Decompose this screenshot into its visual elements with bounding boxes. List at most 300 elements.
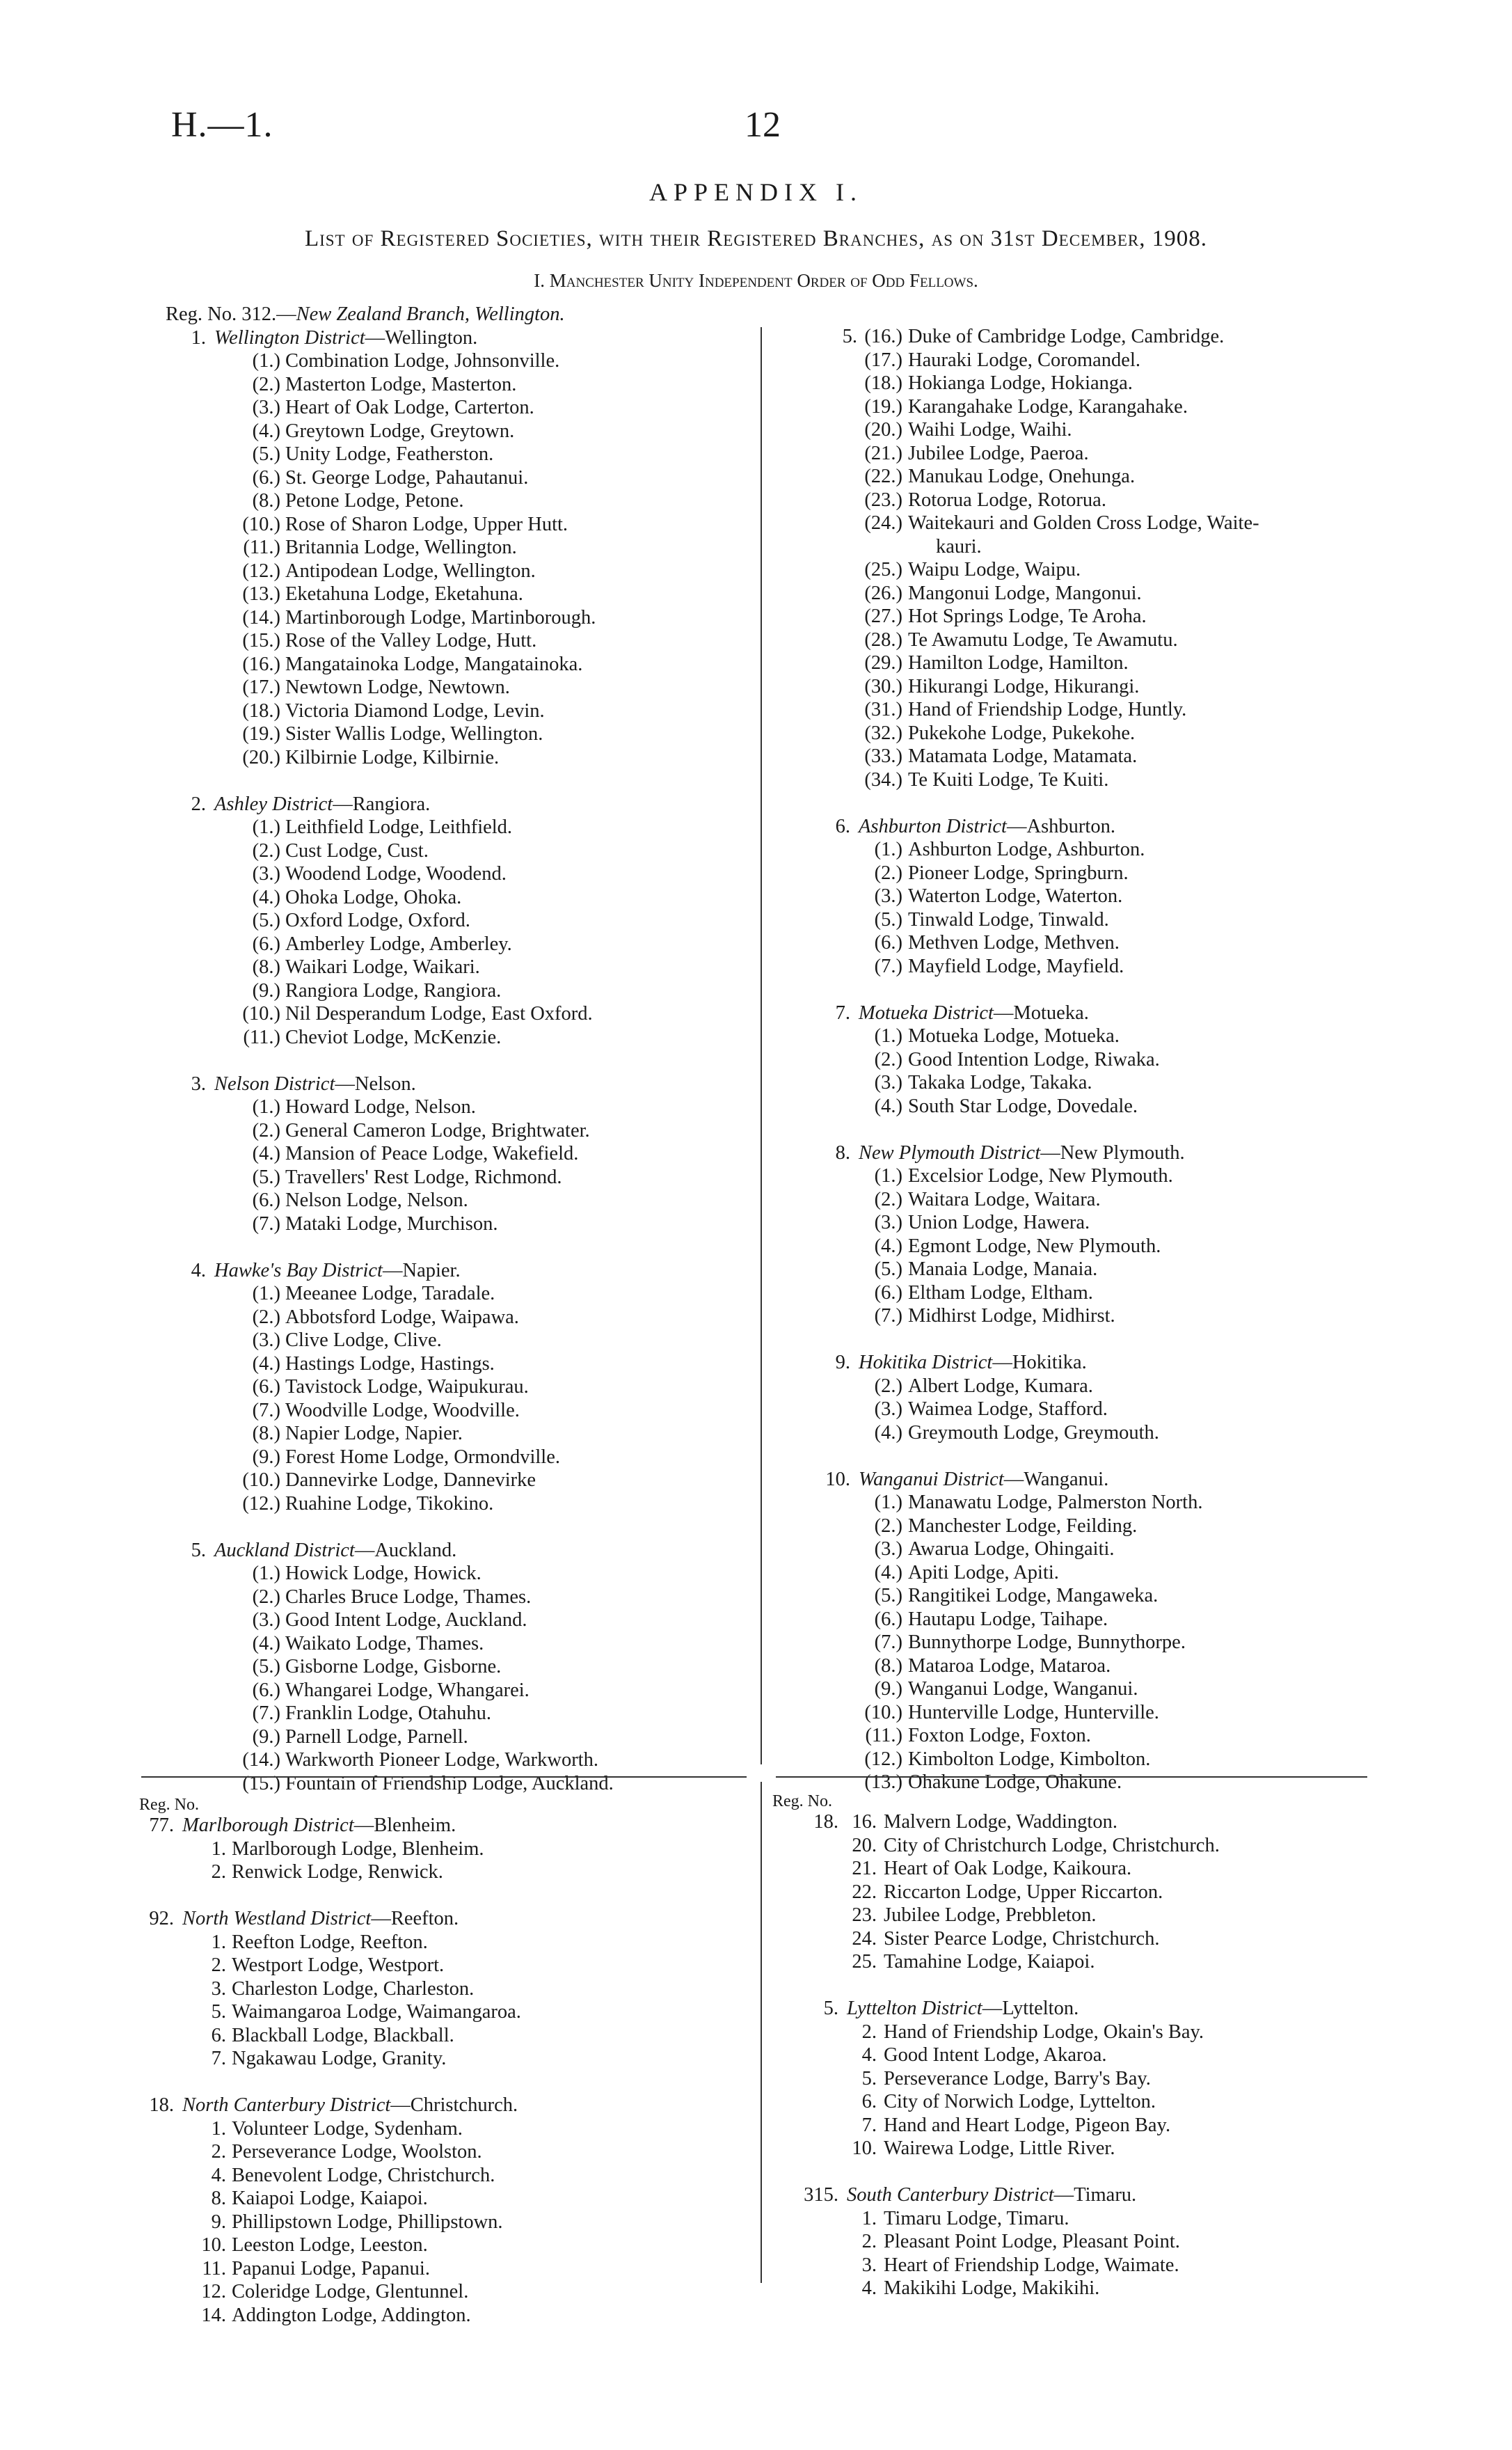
district-text: Hokitika District—Hokitika. <box>859 1352 1087 1373</box>
lodge-name: Woodville Lodge, Woodville. <box>285 1399 520 1421</box>
district-heading <box>139 1907 459 1931</box>
lodge-name: Clive Lodge, Clive. <box>285 1329 442 1351</box>
lodge-number: (24.) <box>864 512 902 534</box>
district-number: 8. <box>835 1141 850 1164</box>
district-number: 1. <box>191 326 206 349</box>
lodge-name: Hunterville Lodge, Hunterville. <box>908 1701 1159 1723</box>
lodge-name: Unity Lodge, Featherston. <box>285 443 494 465</box>
lodge-name: Perseverance Lodge, Barry's Bay. <box>884 2067 1151 2089</box>
lodge-number: 4. <box>861 2277 877 2299</box>
district-number: 18. <box>813 1811 838 1833</box>
list-item <box>772 2230 1180 2254</box>
list-item <box>166 1142 579 1166</box>
lodge-name: Cheviot Lodge, McKenzie. <box>285 1026 502 1048</box>
list-item <box>166 513 568 537</box>
list-item <box>166 1679 565 1702</box>
lodge-number: (9.) <box>874 1678 902 1700</box>
lodge-number: (12.) <box>242 1492 280 1515</box>
list-item <box>772 2137 1115 2160</box>
list-item <box>772 1834 1220 1858</box>
section-spacer <box>166 1515 565 1539</box>
lodge-number: 3. <box>211 1977 226 2000</box>
lodge-number: (6.) <box>252 1376 280 1398</box>
list-item <box>772 2114 1171 2137</box>
lodge-number: (11.) <box>243 1026 280 1048</box>
district-name: Ashley District <box>214 793 333 815</box>
list-item <box>166 1002 593 1026</box>
list-item <box>166 1282 565 1306</box>
lodge-name: Mataroa Lodge, Mataroa. <box>908 1654 1111 1677</box>
list-item <box>166 746 565 770</box>
lodge-name: Gisborne Lodge, Gisborne. <box>285 1656 502 1677</box>
lodge-number: (8.) <box>252 490 280 512</box>
list-item <box>166 1446 565 1469</box>
list-item <box>166 373 565 397</box>
district-number: 2. <box>191 793 206 815</box>
lodge-name: Manukau Lodge, Onehunga. <box>908 466 1136 487</box>
lodge-name: Eltham Lodge, Eltham. <box>908 1281 1093 1304</box>
reg-no-label: Reg. No. <box>139 1796 199 1814</box>
lodge-name: Mangatainoka Lodge, Mangatainoka. <box>285 653 583 675</box>
lodge-name: Good Intention Lodge, Riwaka. <box>908 1048 1160 1070</box>
district-number: 5. <box>191 1539 206 1561</box>
lodge-name: Riccarton Lodge, Upper Riccarton. <box>884 1881 1163 1903</box>
lodge-name: Midhirst Lodge, Midhirst. <box>908 1305 1115 1327</box>
lodge-name: Hastings Lodge, Hastings. <box>285 1352 495 1375</box>
list-item <box>772 2207 1069 2231</box>
lodge-name: Parnell Lodge, Parnell. <box>285 1725 468 1748</box>
district-name: Hokitika District <box>859 1352 993 1373</box>
list-item <box>139 1977 475 2001</box>
list-item <box>166 909 565 933</box>
lodge-name: Napier Lodge, Napier. <box>285 1423 463 1444</box>
list-item <box>139 2280 469 2304</box>
list-item <box>166 1469 565 1492</box>
list-item <box>139 2304 471 2328</box>
district-heading <box>166 1259 565 1283</box>
lodge-name-continued: kauri. <box>936 535 982 558</box>
lodge-name: Nil Desperandum Lodge, East Oxford. <box>285 1003 593 1025</box>
lodge-number: (13.) <box>864 1771 902 1793</box>
lodge-name: Charles Bruce Lodge, Thames. <box>285 1586 532 1608</box>
list-item <box>166 1026 565 1050</box>
section-spacer <box>166 1235 565 1259</box>
lodge-name: Westport Lodge, Westport. <box>232 1954 445 1976</box>
lodge-name: Hamilton Lodge, Hamilton. <box>908 652 1129 674</box>
lodge-name: Rose of Sharon Lodge, Upper Hutt. <box>285 513 568 535</box>
district-name: Ashburton District <box>859 815 1007 837</box>
list-item <box>166 1772 614 1796</box>
lodge-number: (12.) <box>242 560 280 582</box>
lodge-number: (21.) <box>864 442 902 464</box>
reg-no-label: Reg. No. <box>772 1792 832 1810</box>
lodge-name: Manaia Lodge, Manaia. <box>908 1258 1098 1280</box>
list-item <box>166 700 565 723</box>
list-item <box>166 1212 565 1236</box>
district-text: Hawke's Bay District—Napier. <box>214 1259 461 1281</box>
district-seat: Hokitika. <box>1012 1352 1087 1373</box>
lodge-name: Waikari Lodge, Waikari. <box>285 956 480 978</box>
lodge-name: Meeanee Lodge, Taradale. <box>285 1283 495 1304</box>
list-item <box>139 2140 482 2164</box>
lodge-name: Hikurangi Lodge, Hikurangi. <box>908 675 1140 697</box>
list-item <box>166 886 565 910</box>
district-seat: Napier. <box>402 1259 461 1281</box>
lodge-name: Kilbirnie Lodge, Kilbirnie. <box>285 746 500 768</box>
lodge-name: St. George Lodge, Pahautanui. <box>285 466 529 489</box>
lodge-number: (29.) <box>864 652 902 674</box>
lodge-name: Greytown Lodge, Greytown. <box>285 420 515 442</box>
lodge-number: (7.) <box>252 1702 280 1724</box>
district-seat: Christchurch. <box>410 2094 518 2116</box>
lodge-number: 4. <box>211 2164 226 2186</box>
lodge-number: 5. <box>861 2067 877 2089</box>
lodge-number: (2.) <box>874 1048 902 1070</box>
lodge-name: Wairewa Lodge, Little River. <box>884 2137 1115 2159</box>
list-item <box>772 2044 1107 2067</box>
lodge-name: Takaka Lodge, Takaka. <box>908 1072 1092 1093</box>
lodge-number: (33.) <box>864 745 902 767</box>
district-text: Auckland District—Auckland. <box>214 1539 457 1561</box>
lodge-name: Perseverance Lodge, Woolston. <box>232 2141 482 2163</box>
lodge-name: Te Kuiti Lodge, Te Kuiti. <box>908 768 1109 791</box>
lodge-number: (7.) <box>252 1399 280 1421</box>
district-number: 7. <box>835 1002 850 1024</box>
lodge-name: Leithfield Lodge, Leithfield. <box>285 816 513 838</box>
lodge-number: (16.) <box>864 326 902 347</box>
lodge-number: (7.) <box>252 1212 280 1235</box>
list-item <box>772 1857 1132 1881</box>
lodge-number: 3. <box>861 2254 877 2276</box>
list-item <box>772 2021 1204 2044</box>
lodge-name: City of Norwich Lodge, Lyttelton. <box>884 2091 1156 2112</box>
district-text: Ashburton District—Ashburton. <box>859 815 1115 837</box>
lodge-name: Malvern Lodge, Waddington. <box>884 1811 1117 1833</box>
lodge-name: Jubilee Lodge, Prebbleton. <box>884 1904 1097 1926</box>
lodge-number: (3.) <box>874 1398 902 1420</box>
district-text: Wanganui District—Wanganui. <box>859 1468 1109 1490</box>
lodge-number: 6. <box>211 2024 226 2046</box>
lodge-number: (1.) <box>874 839 902 860</box>
lodge-number: (7.) <box>874 955 902 977</box>
district-number: 10. <box>825 1468 850 1490</box>
list-item <box>166 1399 565 1423</box>
lodge-number: 5. <box>211 2001 226 2023</box>
list-item <box>139 1931 428 1954</box>
district-number: 92. <box>149 1908 174 1929</box>
lodge-name: Abbotsford Lodge, Waipawa. <box>285 1306 519 1328</box>
lodge-number: (6.) <box>874 932 902 954</box>
lodge-number: 1. <box>211 2117 226 2140</box>
lodge-number: (3.) <box>874 1072 902 1093</box>
list-item <box>139 1838 484 1861</box>
lodge-name: Hand of Friendship Lodge, Huntly. <box>908 699 1187 720</box>
district-name: South Canterbury District <box>847 2184 1054 2206</box>
district-number: 5. <box>842 326 857 347</box>
lodge-name: Forest Home Lodge, Ormondville. <box>285 1446 560 1468</box>
lodge-number: (5.) <box>252 1656 280 1677</box>
lodge-number: (4.) <box>874 1421 902 1444</box>
lodge-number: (1.) <box>252 1096 280 1118</box>
page-number: 12 <box>745 105 781 145</box>
lodge-name: Manawatu Lodge, Palmerston North. <box>908 1492 1203 1513</box>
list-item <box>166 1306 565 1329</box>
lodge-number: 2. <box>211 1954 226 1976</box>
list-item <box>166 676 565 700</box>
lodge-name: Masterton Lodge, Masterton. <box>285 373 517 395</box>
list-item <box>166 1422 565 1446</box>
district-text: Lyttelton District—Lyttelton. <box>847 1998 1079 2019</box>
lodge-name: Hand and Heart Lodge, Pigeon Bay. <box>884 2114 1171 2136</box>
lodge-name: Mataki Lodge, Murchison. <box>285 1212 498 1235</box>
lodge-name: Ngakawau Lodge, Granity. <box>232 2048 447 2069</box>
lodge-number: (15.) <box>242 1772 280 1794</box>
lodge-number: (5.) <box>252 443 280 465</box>
column-left-top <box>166 303 614 1795</box>
lodge-number: (5.) <box>874 908 902 931</box>
lodge-number: (1.) <box>874 1025 902 1047</box>
lodge-number: (4.) <box>874 1095 902 1117</box>
lodge-name: Motueka Lodge, Motueka. <box>908 1025 1120 1047</box>
district-text: Motueka District—Motueka. <box>859 1002 1089 1024</box>
lodge-name: Charleston Lodge, Charleston. <box>232 1977 475 2000</box>
lodge-number: (5.) <box>252 910 280 931</box>
list-item <box>166 1375 565 1399</box>
lodge-name: Duke of Cambridge Lodge, Cambridge. <box>908 326 1225 347</box>
lodge-name: Mayfield Lodge, Mayfield. <box>908 955 1124 977</box>
lodge-number: (28.) <box>864 629 902 651</box>
lodge-name: Whangarei Lodge, Whangarei. <box>285 1679 530 1701</box>
district-seat: Wanganui. <box>1024 1468 1109 1490</box>
district-heading <box>139 2094 518 2117</box>
lodge-number: (2.) <box>252 839 280 862</box>
list-item <box>139 1954 445 1977</box>
lodge-name: Waimangaroa Lodge, Waimangaroa. <box>232 2001 521 2023</box>
list-item <box>772 1950 1095 1974</box>
lodge-number: 8. <box>211 2188 226 2209</box>
district-heading <box>166 1539 565 1563</box>
district-seat: Reefton. <box>390 1908 459 1929</box>
lodge-name: City of Christchurch Lodge, Christchurch. <box>884 1834 1220 1856</box>
list-item <box>166 1609 565 1632</box>
lodge-number: 7. <box>211 2048 226 2069</box>
district-number: 9. <box>835 1352 850 1373</box>
lodge-name: Sister Wallis Lodge, Wellington. <box>285 723 543 745</box>
lodge-number: 16. <box>852 1811 877 1833</box>
lodge-number: (6.) <box>252 466 280 489</box>
lodge-number: (10.) <box>242 1003 280 1025</box>
lodge-number: 2. <box>861 2231 877 2252</box>
lodge-number: (31.) <box>864 699 902 720</box>
lodge-number: (9.) <box>252 1446 280 1468</box>
lodge-number: (1.) <box>252 350 280 372</box>
list-item <box>166 1352 565 1376</box>
district-text: Wellington District—Wellington. <box>214 326 478 349</box>
lodge-name: Bunnythorpe Lodge, Bunnythorpe. <box>908 1631 1186 1653</box>
list-item <box>166 1586 565 1609</box>
lodge-number: (1.) <box>252 816 280 838</box>
lodge-number: (11.) <box>243 537 280 558</box>
column-right-bottom <box>772 1792 1220 2300</box>
lodge-number: 22. <box>852 1881 877 1903</box>
district-name: Marlborough District <box>182 1815 354 1836</box>
lodge-number: 20. <box>852 1834 877 1856</box>
lodge-name: Antipodean Lodge, Wellington. <box>285 560 536 582</box>
list-item <box>772 1881 1163 1904</box>
lodge-number: (6.) <box>874 1281 902 1304</box>
district-name: Hawke's Bay District <box>214 1259 383 1281</box>
lodge-name: Mangonui Lodge, Mangonui. <box>908 582 1142 604</box>
appendix-title: APPENDIX I. <box>648 178 863 206</box>
lodge-number: (7.) <box>874 1631 902 1653</box>
lodge-number: (3.) <box>874 885 902 907</box>
lodge-name: Jubilee Lodge, Paeroa. <box>908 442 1089 464</box>
list-item <box>166 583 565 606</box>
lodge-name: Awarua Lodge, Ohingaiti. <box>908 1538 1115 1560</box>
list-item <box>139 1860 443 1884</box>
entry-list <box>772 1810 1220 2300</box>
lodge-number: (8.) <box>252 956 280 978</box>
district-text: Marlborough District—Blenheim. <box>182 1815 456 1836</box>
lodge-name: Pleasant Point Lodge, Pleasant Point. <box>884 2231 1180 2252</box>
district-name: Wanganui District <box>859 1468 1004 1490</box>
lodge-number: (5.) <box>874 1258 902 1280</box>
list-item <box>139 2211 503 2234</box>
lodge-number: (27.) <box>864 606 902 627</box>
lodge-number: (17.) <box>242 677 280 698</box>
lodge-number: (6.) <box>252 1679 280 1701</box>
district-name: Auckland District <box>214 1539 355 1561</box>
lodge-number: (3.) <box>252 1609 280 1631</box>
lodge-name: Newtown Lodge, Newtown. <box>285 677 510 698</box>
list-item <box>166 862 565 886</box>
list-item <box>166 466 565 490</box>
lodge-number: (6.) <box>252 1190 280 1211</box>
district-name: Motueka District <box>859 1002 994 1024</box>
lodge-name: Combination Lodge, Johnsonville. <box>285 350 560 372</box>
lodge-name: Good Intent Lodge, Akaroa. <box>884 2044 1107 2066</box>
lodge-name: Apiti Lodge, Apiti. <box>908 1561 1059 1583</box>
lodge-number: 25. <box>852 1951 877 1973</box>
lodge-name: Rangiora Lodge, Rangiora. <box>285 979 502 1002</box>
lodge-number: (30.) <box>864 675 902 697</box>
section-spacer <box>139 1884 199 1908</box>
section-rule-right <box>776 1776 1367 1778</box>
lodge-number: (2.) <box>252 1119 280 1141</box>
list-item <box>166 1166 565 1190</box>
list-item <box>166 933 565 956</box>
district-name: Wellington District <box>214 326 365 349</box>
district-seat: Lyttelton. <box>1002 1998 1079 2019</box>
lodge-name: Greymouth Lodge, Greymouth. <box>908 1421 1159 1444</box>
lodge-number: (2.) <box>874 1515 902 1537</box>
lodge-name: Papanui Lodge, Papanui. <box>232 2257 430 2279</box>
lodge-name: Eketahuna Lodge, Eketahuna. <box>285 583 523 605</box>
list-item <box>166 560 565 583</box>
lodge-number: 7. <box>861 2114 877 2136</box>
lodge-name: Howard Lodge, Nelson. <box>285 1096 476 1118</box>
lodge-name: Fountain of Friendship Lodge, Auckland. <box>285 1772 614 1794</box>
lodge-name: Travellers' Rest Lodge, Richmond. <box>285 1166 562 1188</box>
list-item <box>166 1562 565 1586</box>
lodge-name: Waipu Lodge, Waipu. <box>908 559 1081 580</box>
lodge-number: (3.) <box>252 863 280 885</box>
lodge-name: General Cameron Lodge, Brightwater. <box>285 1119 590 1141</box>
lodge-number: (18.) <box>864 372 902 394</box>
lodge-name: Hauraki Lodge, Coromandel. <box>908 349 1140 371</box>
lodge-number: (7.) <box>874 1305 902 1327</box>
lodge-number: (4.) <box>874 1235 902 1257</box>
lodge-number: 1. <box>211 1838 226 1860</box>
lodge-name: Waterton Lodge, Waterton. <box>908 885 1123 907</box>
lodge-name: Benevolent Lodge, Christchurch. <box>232 2164 495 2186</box>
district-text: North Canterbury District—Christchurch. <box>182 2094 518 2116</box>
lodge-name: Ruahine Lodge, Tikokino. <box>285 1492 494 1515</box>
lodge-name: Hand of Friendship Lodge, Okain's Bay. <box>884 2021 1204 2043</box>
lodge-name: Amberley Lodge, Amberley. <box>285 933 512 955</box>
list-item <box>139 2257 430 2281</box>
list-item <box>166 1725 565 1749</box>
district-number: 3. <box>191 1073 206 1095</box>
list-item <box>166 1748 598 1772</box>
lodge-number: (2.) <box>874 862 902 884</box>
lodge-number: (2.) <box>252 373 280 395</box>
lodge-number: (3.) <box>874 1212 902 1233</box>
district-seat: Nelson. <box>354 1073 416 1095</box>
list-item <box>139 2024 454 2048</box>
list-item <box>139 2047 447 2071</box>
district-seat: Rangiora. <box>352 793 431 815</box>
lodge-name: Volunteer Lodge, Sydenham. <box>232 2117 463 2140</box>
lodge-number: (14.) <box>242 1749 280 1771</box>
section-rule-left <box>141 1776 747 1778</box>
list-item <box>772 1904 1097 1927</box>
lodge-number: (25.) <box>864 559 902 580</box>
list-item <box>166 536 565 560</box>
lodge-number: (14.) <box>242 606 280 629</box>
lodge-name: Victoria Diamond Lodge, Levin. <box>285 700 545 722</box>
list-item <box>139 2234 428 2257</box>
lodge-number: (34.) <box>864 768 902 791</box>
lodge-number: (3.) <box>874 1538 902 1560</box>
lodge-number: 2. <box>211 2141 226 2163</box>
list-item <box>166 606 596 630</box>
lodge-number: (4.) <box>252 1352 280 1375</box>
lodge-number: (6.) <box>874 1608 902 1630</box>
column-divider <box>761 327 762 1764</box>
list-item <box>166 1329 565 1352</box>
branch-name: New Zealand Branch, Wellington. <box>296 303 565 325</box>
lodge-name: Kimbolton Lodge, Kimbolton. <box>908 1748 1151 1770</box>
district-text: North Westland District—Reefton. <box>182 1908 459 1929</box>
lodge-name: Cust Lodge, Cust. <box>285 839 429 862</box>
list-item <box>166 1119 590 1143</box>
district-heading <box>166 793 565 816</box>
lodge-number: (4.) <box>252 1143 280 1164</box>
entry-list <box>139 1814 521 2327</box>
lodge-number: 21. <box>852 1858 877 1879</box>
lodge-number: (1.) <box>874 1492 902 1513</box>
lodge-name: Tinwald Lodge, Tinwald. <box>908 908 1109 931</box>
list-item <box>772 1927 1160 1951</box>
column-divider-bottom <box>761 1782 762 2283</box>
reg-header: Reg. No. 312.—New Zealand Branch, Wellington. <box>166 303 565 325</box>
district-seat: Ashburton. <box>1026 815 1115 837</box>
lodge-name: Timaru Lodge, Timaru. <box>884 2207 1069 2229</box>
lodge-number: (20.) <box>242 746 280 768</box>
lodge-number: (8.) <box>874 1654 902 1677</box>
district-number: 77. <box>149 1815 174 1836</box>
